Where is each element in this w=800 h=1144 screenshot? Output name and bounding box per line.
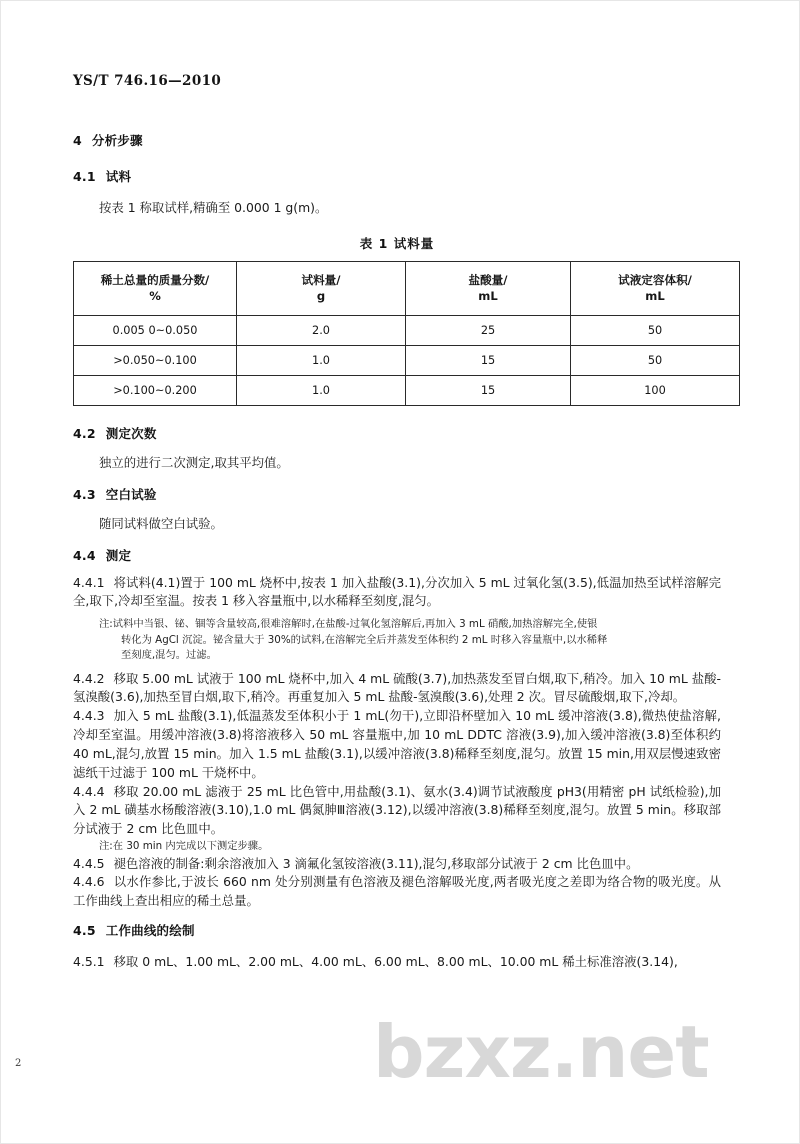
paragraph-4-4-2-number: 4.4.2 (73, 670, 105, 686)
table-header-3-line2: mL (645, 289, 665, 304)
table-cell: 2.0 (237, 315, 406, 345)
paragraph-4-4-6 (73, 873, 721, 911)
table-header-2-line2: mL (478, 289, 498, 304)
table-cell: 50 (571, 345, 740, 375)
table-header-1-line1: 试料量/ (301, 272, 341, 287)
heading-4-title: 分析步骤 (91, 133, 143, 148)
table-header-1-line2: g (316, 289, 326, 304)
heading-4-1-number: 4.1 (73, 169, 96, 184)
heading-4-1-title: 试料 (105, 169, 132, 184)
table-header-cell-1 (237, 261, 406, 315)
heading-4-2 (73, 424, 721, 442)
paragraph-4-4-4 (73, 783, 721, 840)
heading-4-3-title: 空白试验 (105, 486, 157, 502)
paragraph-4-4-1 (73, 574, 721, 612)
table-header-cell-0 (74, 261, 237, 315)
paragraph-4-4-3-number: 4.4.3 (73, 708, 105, 724)
paragraph-4-4-3 (73, 707, 721, 782)
heading-4-4-number: 4.4 (73, 547, 96, 563)
heading-4-4 (73, 546, 721, 564)
paragraph-4-4-3-text: 加入 5 mL 盐酸(3.1),低温蒸发至体积小于 1 mL(勿干),立即沿杯壁加入 10 mL 缓冲溶液(3.8),微热使盐溶解,冷却至室温。用缓冲溶液(3.8)将溶液移入 50 mL 容量瓶中,加 10 mL DDTC 溶液(3.9),加入缓冲溶液(3.8)至体积约 40 mL,混匀,放置 15 min。加入 1.5 mL 盐酸(3.1),以缓冲溶液(3.8)稀释至刻度,混匀。放置 15 min,用双层慢速致密滤纸干过滤于 100 mL 干烧杯中。 (73, 708, 721, 780)
paragraph-4-5-1 (73, 953, 721, 972)
table-header-2-line1: 盐酸量/ (468, 272, 508, 287)
table-cell: 1.0 (237, 345, 406, 375)
table-1 (73, 261, 740, 406)
table-cell: 50 (571, 315, 740, 345)
table-header-3-line1: 试液定容体积/ (618, 272, 692, 287)
note-4-4-1-line3: 至刻度,混匀。过滤。 (121, 649, 217, 662)
document-body (73, 131, 721, 972)
table-row (74, 375, 740, 405)
heading-4-3 (73, 485, 721, 503)
note-4-4-4-label: 注: (99, 840, 113, 853)
heading-4-number: 4 (73, 133, 82, 148)
paragraph-4-4-4-number: 4.4.4 (73, 783, 105, 799)
table-cell: 0.005 0~0.050 (74, 315, 237, 345)
paragraph-4-4-4-text: 移取 20.00 mL 滤液于 25 mL 比色管中,用盐酸(3.1)、氨水(3.4)调节试液酸度 pH3(用精密 pH 试纸检验),加入 2 mL 磺基水杨酸溶液(3.10),1.0 mL 偶氮胂Ⅲ溶液(3.12),以缓冲溶液(3.8)稀释至刻度,混匀。放置 5 min。移取部分试液于 2 cm 比色皿中。 (73, 783, 721, 837)
paragraph-4-3-body: 随同试料做空白试验。 (99, 515, 223, 531)
paragraph-4-1-body: 按表 1 称取试样,精确至 0.000 1 g(m)。 (99, 200, 328, 215)
table-header-row (74, 261, 740, 315)
table-cell: 15 (406, 345, 571, 375)
table-row (74, 345, 740, 375)
table-cell: 15 (406, 375, 571, 405)
table-header-cell-3 (571, 261, 740, 315)
table-1-caption: 表 1 试料量 (359, 235, 435, 251)
page-number: 2 (15, 1058, 22, 1069)
paragraph-4-5-1-number: 4.5.1 (73, 954, 105, 970)
heading-4-2-title: 测定次数 (105, 425, 157, 441)
paragraph-4-5-1-text: 移取 0 mL、1.00 mL、2.00 mL、4.00 mL、6.00 mL、8.00 mL、10.00 mL 稀土标准溶液(3.14), (113, 954, 678, 970)
table-cell: 25 (406, 315, 571, 345)
paragraph-4-4-2 (73, 670, 721, 708)
paragraph-4-4-6-number: 4.4.6 (73, 874, 105, 890)
paragraph-4-4-1-text: 将试料(4.1)置于 100 mL 烧杯中,按表 1 加入盐酸(3.1),分次加入 5 mL 过氧化氢(3.5),低温加热至试样溶解完全,取下,冷却至室温。按表 1 移入容量瓶中,以水稀释至刻度,混匀。 (73, 574, 721, 609)
note-4-4-1-line1-wrap (99, 617, 721, 632)
paragraph-4-4-5-text: 褪色溶液的制备:剩余溶液加入 3 滴氟化氢铵溶液(3.11),混匀,移取部分试液于 2 cm 比色皿中。 (113, 855, 639, 871)
paragraph-4-2-body: 独立的进行二次测定,取其平均值。 (99, 454, 289, 470)
paragraph-4-4-1-number: 4.4.1 (73, 574, 105, 590)
paragraph-4-4-5 (73, 855, 721, 874)
table-row (74, 315, 740, 345)
standard-number-header: YS/T 746.16—2010 (73, 73, 222, 89)
note-4-4-1-line1: 试料中当银、铋、锢等含量较高,很难溶解时,在盐酸-过氧化氢溶解后,再加入 3 mL 硝酸,加热溶解完全,使银 (112, 618, 598, 631)
table-header-0-line2: % (149, 289, 161, 304)
page-content-area (73, 1, 721, 1143)
heading-4-2-number: 4.2 (73, 425, 96, 441)
table-cell: >0.100~0.200 (74, 375, 237, 405)
watermark: bzxz.net (373, 1010, 709, 1094)
paragraph-4-4-6-text: 以水作参比,于波长 660 nm 处分别测量有色溶液及褪色溶解吸光度,两者吸光度之差即为络合物的吸光度。从工作曲线上查出相应的稀土总量。 (73, 874, 721, 909)
heading-4-5 (73, 921, 721, 939)
table-cell: >0.050~0.100 (74, 345, 237, 375)
note-4-4-1-line2: 转化为 AgCl 沉淀。铋含量大于 30%的试料,在溶解完全后并蒸发至体积约 2 mL 时移入容量瓶中,以水稀释 (121, 633, 608, 646)
paragraph-4-4-5-number: 4.4.5 (73, 855, 105, 871)
paragraph-4-4-2-text: 移取 5.00 mL 试液于 100 mL 烧杯中,加入 4 mL 硫酸(3.7),加热蒸发至冒白烟,取下,稍冷。加入 10 mL 盐酸-氢溴酸(3.6),加热至冒白烟,取下,稍冷。再重复加入 5 mL 盐酸-氢溴酸(3.6),处理 2 次。冒尽硫酸烟,取下,冷却。 (73, 670, 721, 705)
heading-4 (73, 131, 721, 149)
table-cell: 100 (571, 375, 740, 405)
table-header-cell-2 (406, 261, 571, 315)
table-cell: 1.0 (237, 375, 406, 405)
heading-4-4-title: 测定 (105, 547, 132, 563)
note-4-4-1 (73, 617, 721, 663)
table-header-0-line1: 稀土总量的质量分数/ (100, 272, 210, 287)
heading-4-5-number: 4.5 (73, 923, 96, 939)
heading-4-5-title: 工作曲线的绘制 (105, 923, 195, 939)
note-4-4-1-label: 注: (99, 618, 113, 631)
note-4-4-4 (73, 839, 721, 854)
note-4-4-4-text: 在 30 min 内完成以下测定步骤。 (112, 840, 269, 853)
heading-4-3-number: 4.3 (73, 486, 96, 502)
heading-4-1 (73, 167, 721, 185)
